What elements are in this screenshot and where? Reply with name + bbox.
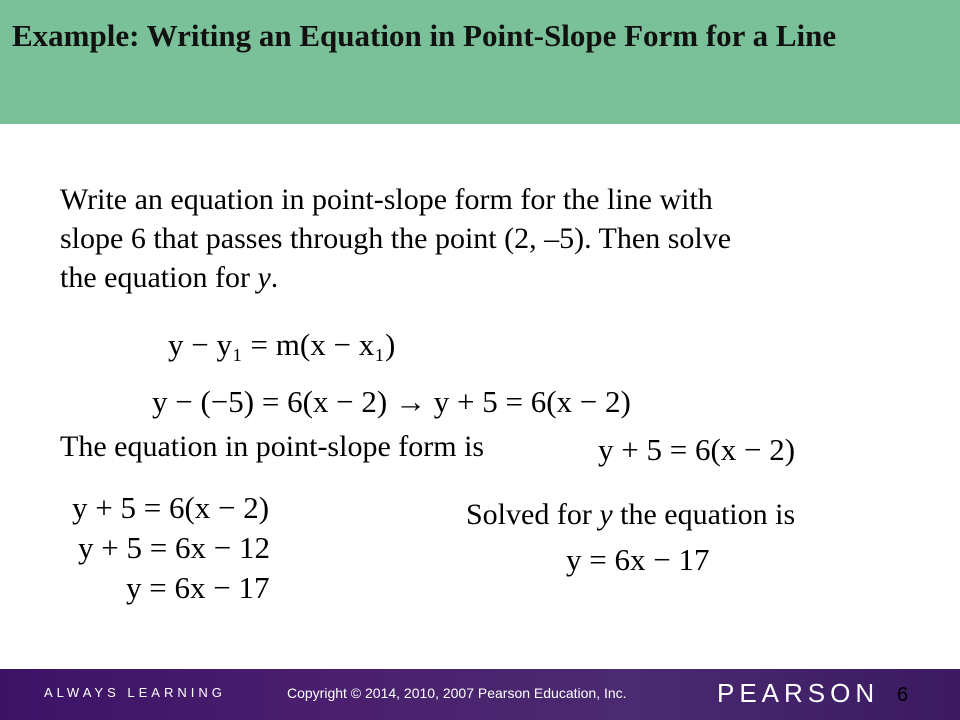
- solution-step-2: y + 5 = 6x − 12: [78, 530, 270, 565]
- problem-line-3-variable: y: [257, 261, 271, 294]
- solution-step-1: y + 5 = 6(x − 2): [72, 490, 270, 525]
- pearson-logo: PEARSON: [717, 678, 880, 708]
- problem-line-3-prefix: the equation for: [60, 261, 258, 294]
- problem-line-2: slope 6 that passes through the point (2, –5). Then solve: [60, 222, 732, 255]
- solution-steps: [72, 488, 270, 608]
- problem-statement: [60, 180, 920, 297]
- solved-label: [466, 498, 795, 532]
- final-equation: y = 6x − 17: [566, 542, 710, 577]
- footer-copyright: Copyright © 2014, 2010, 2007 Pearson Education, Inc.: [287, 685, 627, 701]
- problem-line-3: [60, 258, 920, 297]
- page-number: 6: [897, 684, 909, 706]
- point-slope-label: The equation in point-slope form is: [60, 430, 485, 463]
- title-bar: [0, 0, 960, 124]
- slide-title: Example: Writing an Equation in Point-Slope Form for a Line: [12, 18, 837, 53]
- footer-bar: [0, 669, 960, 720]
- footer-tagline: ALWAYS LEARNING: [44, 685, 226, 700]
- problem-line-3-suffix: .: [270, 261, 279, 294]
- solved-label-prefix: Solved for: [466, 498, 600, 531]
- solved-label-suffix: the equation is: [612, 498, 796, 531]
- substitution-equation: y − (−5) = 6(x − 2) → y + 5 = 6(x − 2): [152, 384, 631, 419]
- solved-label-variable: y: [599, 498, 613, 531]
- point-slope-formula: y − y₁ = m(x − x₁): [168, 327, 396, 362]
- point-slope-result: y + 5 = 6(x − 2): [598, 432, 796, 467]
- problem-line-1: Write an equation in point-slope form for the line with: [60, 183, 713, 216]
- solution-step-3: y = 6x − 17: [126, 570, 270, 605]
